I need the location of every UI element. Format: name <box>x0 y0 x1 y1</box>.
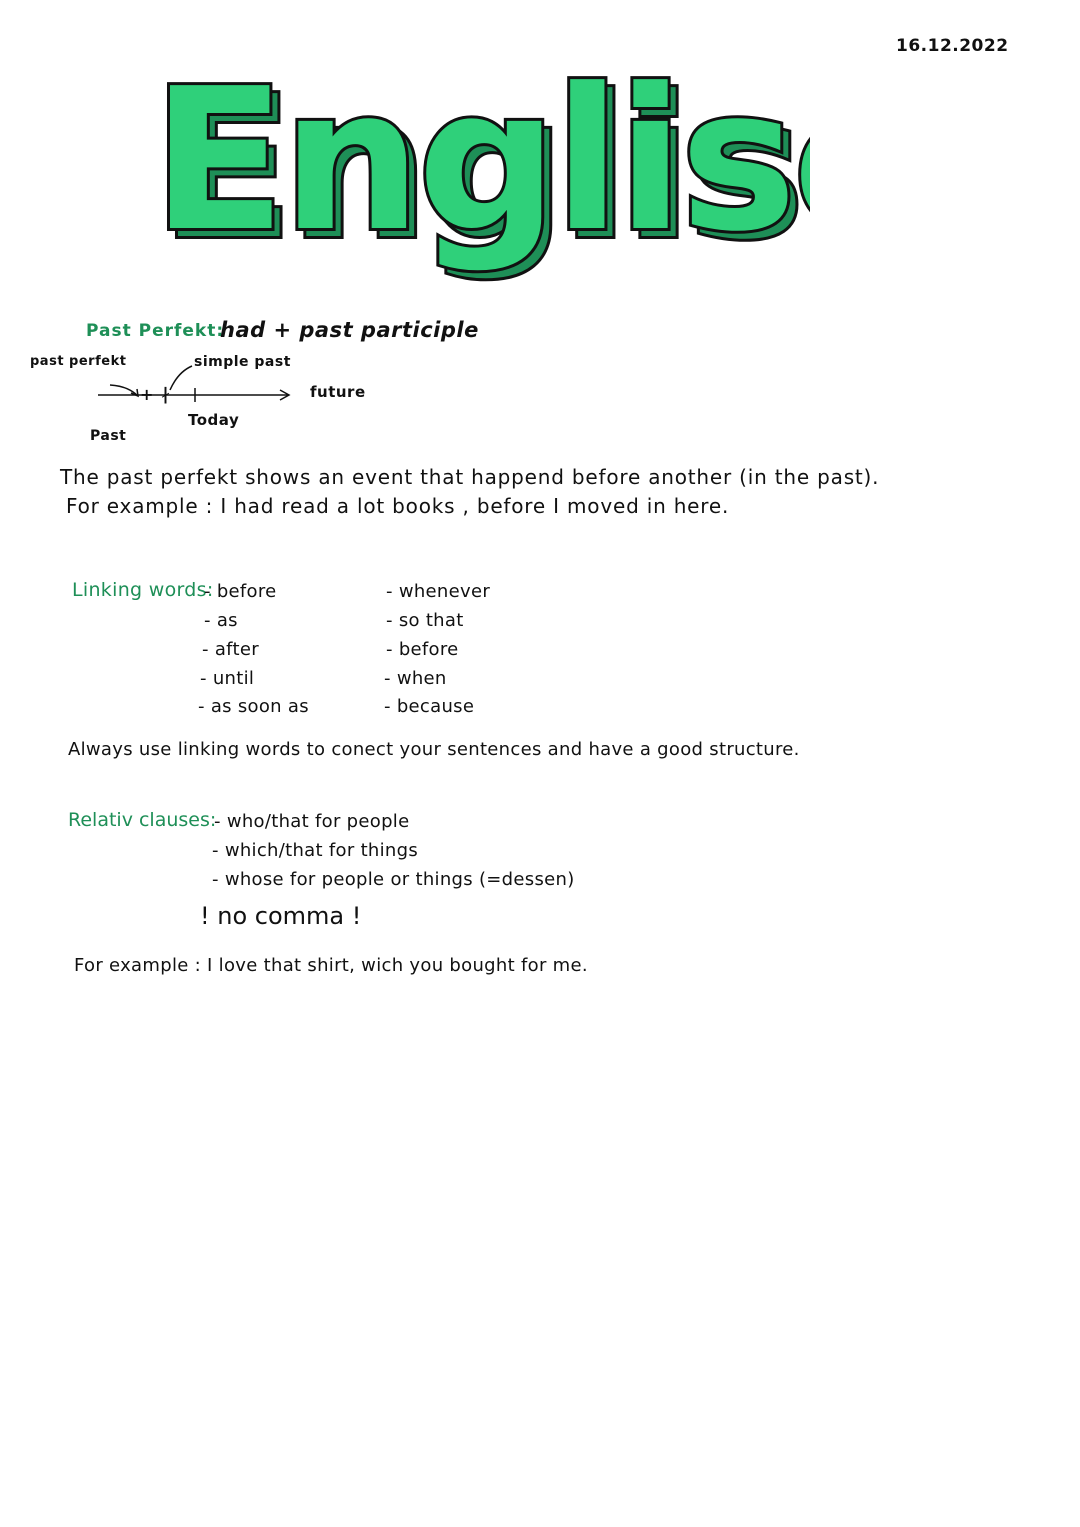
relative-clauses-label: Relativ clauses: <box>68 809 217 831</box>
relative-clause-item: - which/that for things <box>212 840 419 861</box>
past-perfect-label: Past Perfekt: <box>86 321 225 341</box>
title-text: Englis <box>152 47 793 275</box>
simple-past-arrow <box>170 366 192 390</box>
linking-word-item: - when <box>384 668 447 689</box>
page-title <box>150 40 810 290</box>
linking-word-item: - so that <box>386 610 464 631</box>
linking-word-item: - until <box>200 668 255 689</box>
timeline-past-perfect-label: past perfekt <box>30 354 127 369</box>
linking-word-item: - before <box>204 581 277 602</box>
linking-word-item: - because <box>384 696 475 717</box>
timeline-simple-past-label: simple past <box>194 354 291 370</box>
past-perfect-formula: had + past participle <box>220 318 479 342</box>
no-comma-warning: ! no comma ! <box>200 902 362 930</box>
simple-past-mark: ∤ <box>161 385 170 405</box>
timeline-today-label: Today <box>188 411 240 429</box>
linking-word-item: - as <box>204 610 238 631</box>
linking-words-note: Always use linking words to conect your sentences and have a good structure. <box>68 739 800 760</box>
relative-clauses-example: For example : I love that shirt, wich you bought for me. <box>74 955 588 976</box>
past-perfect-description: The past perfekt shows an event that happend before another (in the past). <box>60 465 880 489</box>
title-shadow: Englis <box>160 55 801 283</box>
linking-word-item: - whenever <box>386 581 491 602</box>
timeline-past-label: Past <box>90 428 127 444</box>
date: 16.12.2022 <box>896 36 1009 56</box>
linking-word-item: - before <box>386 639 459 660</box>
linking-word-item: - after <box>202 639 259 660</box>
timeline-future-label: future <box>310 383 366 401</box>
relative-clause-item: - who/that for people <box>214 811 410 832</box>
past-perfect-mark: + <box>140 385 154 404</box>
relative-clause-item: - whose for people or things (=dessen) <box>212 869 575 890</box>
past-perfect-example: For example : I had read a lot books , before I moved in here. <box>66 494 730 518</box>
linking-word-item: - as soon as <box>198 696 309 717</box>
linking-words-label: Linking words: <box>72 579 214 601</box>
